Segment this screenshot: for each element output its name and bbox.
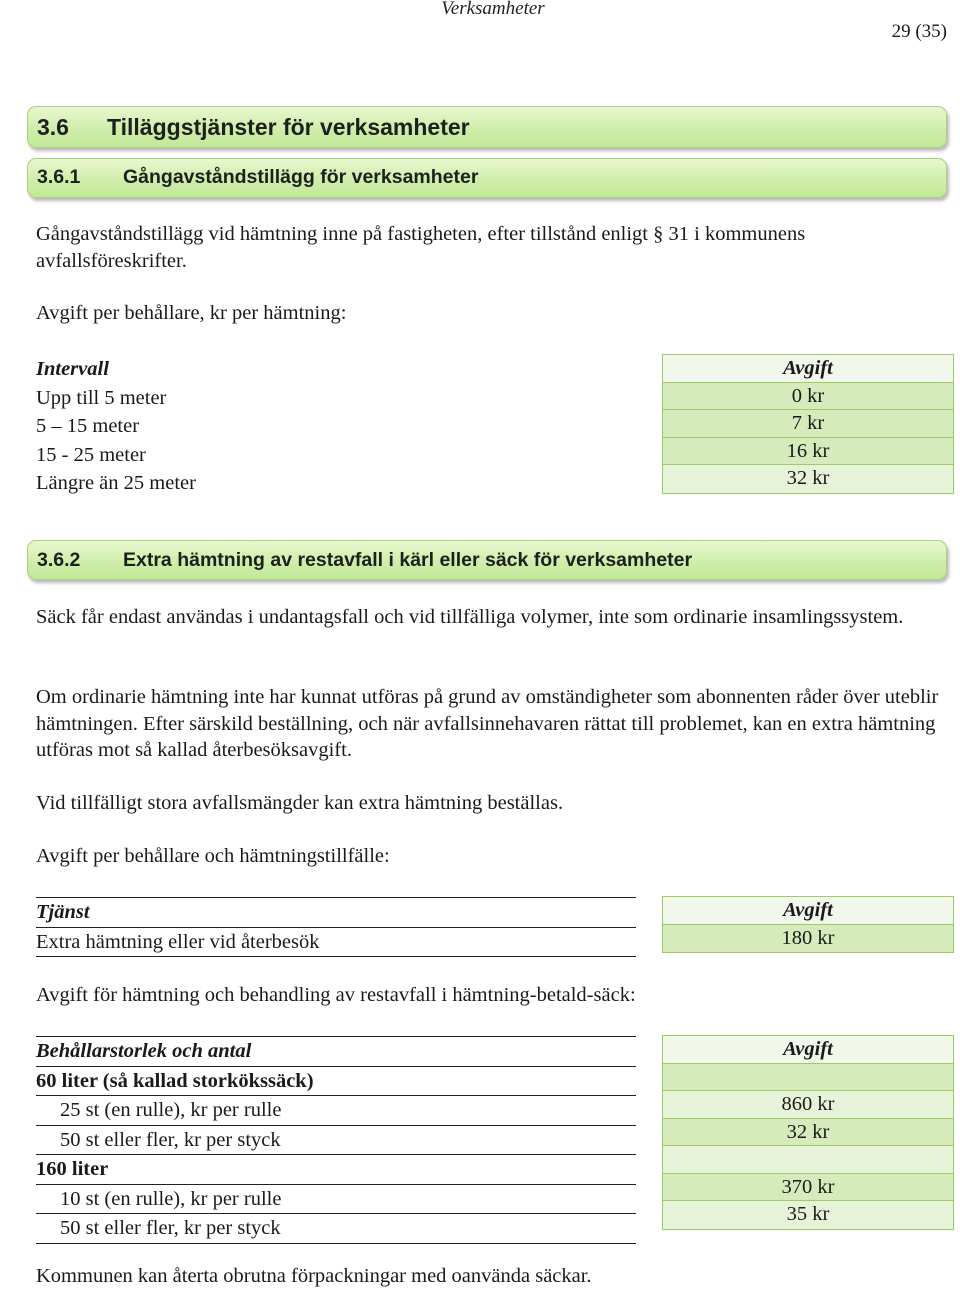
large-volume-paragraph: Vid tillfälligt stora avfallsmängder kan extra hämtning beställas. — [36, 792, 564, 814]
section-heading-3-6 — [27, 106, 947, 148]
section-heading-3-6-1 — [27, 158, 947, 198]
table-row-label: Extra hämtning eller vid återbesök — [36, 928, 636, 958]
fee-cell: 0 kr — [663, 383, 953, 411]
sack-table-labels — [36, 1036, 636, 1244]
fee-cell: 32 kr — [663, 465, 953, 493]
service-fee-caption: Avgift per behållare och hämtningstillfälle: — [36, 845, 390, 867]
section-title: Tilläggstjänster för verksamheter — [107, 114, 470, 140]
fee-cell: 7 kr — [663, 410, 953, 438]
running-header-title: Verksamheter — [441, 0, 545, 19]
table-row-label: 25 st (en rulle), kr per rulle — [36, 1096, 636, 1126]
section-number: 3.6 — [37, 114, 69, 140]
fee-cell: 16 kr — [663, 438, 953, 466]
fee-cell: 32 kr — [663, 1119, 953, 1147]
fee-cell: 370 kr — [663, 1174, 953, 1202]
service-table-labels — [36, 897, 636, 957]
table-header-service: Tjänst — [36, 897, 636, 928]
table-row-label: Längre än 25 meter — [36, 472, 196, 494]
walking-distance-fee-caption: Avgift per behållare, kr per hämtning: — [36, 302, 347, 324]
revisit-paragraph: Om ordinarie hämtning inte har kunnat utföras på grund av omständigheter som abonnenten råder över uteblir hämtningen. Efter särskild beställning, och när avfallsinnehavaren rättat till problemet, kan en extra hämtning utföras mot så kallad återbesöksavgift. — [36, 686, 939, 761]
sack-fee-column — [662, 1035, 954, 1230]
table-header-container-size: Behållarstorlek och antal — [36, 1036, 636, 1067]
table-group-label: 160 liter — [36, 1155, 636, 1185]
table-row-label: 5 – 15 meter — [36, 415, 140, 437]
service-fee-column — [662, 896, 954, 953]
fee-header: Avgift — [663, 1036, 953, 1064]
table-row-label: 50 st eller fler, kr per styck — [36, 1214, 636, 1244]
section-heading-3-6-2 — [27, 540, 947, 580]
page-number: 29 (35) — [891, 21, 947, 42]
section-title: Gångavståndstillägg för verksamheter — [123, 166, 479, 188]
section-number: 3.6.2 — [37, 549, 81, 571]
section-title: Extra hämtning av restavfall i kärl eller säck för verksamheter — [123, 549, 693, 571]
fee-header: Avgift — [663, 897, 953, 925]
table-header-interval: Intervall — [36, 358, 109, 380]
section-number: 3.6.1 — [37, 166, 81, 188]
table-row-label: 10 st (en rulle), kr per rulle — [36, 1185, 636, 1215]
table-row-label: 50 st eller fler, kr per styck — [36, 1126, 636, 1156]
table-row-label: Upp till 5 meter — [36, 386, 167, 409]
fee-cell-empty — [663, 1146, 953, 1174]
fee-cell: 180 kr — [781, 926, 835, 949]
walking-distance-fee-column — [662, 354, 954, 494]
fee-cell: 860 kr — [663, 1091, 953, 1119]
table-row-label: 15 - 25 meter — [36, 443, 146, 466]
walking-distance-table-labels — [36, 355, 636, 498]
fee-cell: 35 kr — [663, 1201, 953, 1229]
footer-note: Kommunen kan återta obrutna förpackningar med oanvända säckar. — [36, 1265, 592, 1287]
table-group-label: 60 liter (så kallad storkökssäck) — [36, 1067, 636, 1097]
sack-usage-paragraph: Säck får endast användas i undantagsfall och vid tillfälliga volymer, inte som ordinarie insamlingssystem. — [36, 606, 904, 628]
fee-cell-empty — [663, 1064, 953, 1092]
sack-fee-caption: Avgift för hämtning och behandling av restavfall i hämtning-betald-säck: — [36, 984, 636, 1006]
fee-header: Avgift — [663, 355, 953, 383]
walking-distance-intro: Gångavståndstillägg vid hämtning inne på fastigheten, efter tillstånd enligt § 31 i kommunens avfallsföreskrifter. — [36, 223, 806, 272]
